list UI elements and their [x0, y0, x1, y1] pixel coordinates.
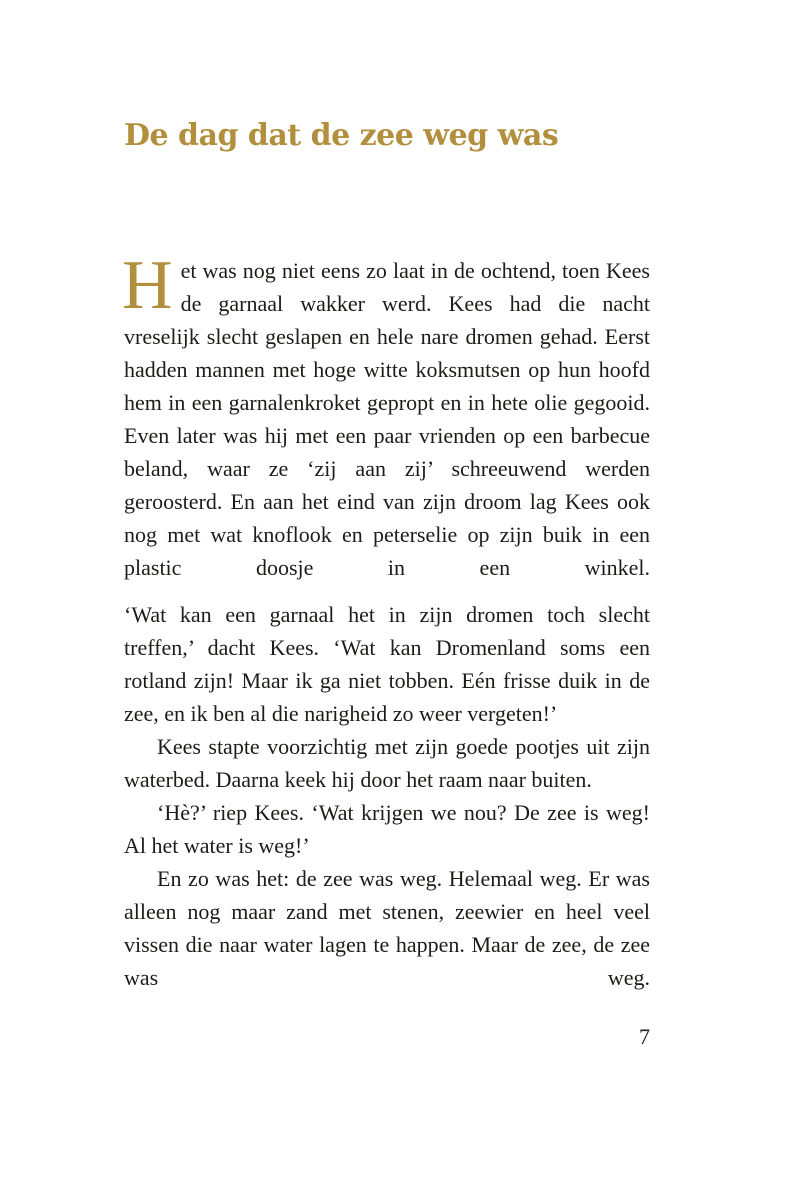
paragraph-dream-thoughts: ‘Wat kan een garnaal het in zijn dromen toch slecht treffen,’ dacht Kees. ‘Wat kan Dromenland soms een rotland zijn! Maar ik ga niet tobben. Eén frisse duik in de zee, en ik ben al die narigheid zo weer vergeten!’	[124, 602, 650, 726]
drop-cap: H	[122, 247, 173, 324]
paragraph-waterbed: Kees stapte voorzichtig met zijn goede pootjes uit zijn waterbed. Daarna keek hij door het raam naar buiten.	[124, 734, 650, 792]
paragraph-opening-text: et was nog niet eens zo laat in de ochtend, toen Kees de garnaal wakker werd. Kees had die nacht vreselijk slecht geslapen en hele nare dromen gehad. Eerst hadden mannen met hoge witte koksmutsen op hun hoofd hem in een garnalenkroket gepropt en in hete olie gegooid. Even later was hij met een paar vrienden op een barbecue beland, waar ze ‘zij aan zij’ schreeuwend werden geroosterd. En aan het eind van zijn droom lag Kees ook nog met wat knoflook en peterselie op zijn buik in een plastic doosje in een winkel.	[124, 258, 650, 580]
paragraph-exclamation: ‘Hè?’ riep Kees. ‘Wat krijgen we nou? De zee is weg! Al het water is weg!’	[124, 800, 650, 858]
paragraph-opening	[122, 247, 650, 584]
chapter-title: De dag dat de zee weg was	[124, 118, 559, 153]
opening-section	[122, 247, 650, 584]
second-section	[124, 598, 650, 994]
page-number: 7	[639, 1024, 650, 1049]
paragraph-sea-gone: En zo was het: de zee was weg. Helemaal weg. Er was alleen nog maar zand met stenen, zeewier en heel veel vissen die naar water lagen te happen. Maar de zee, de zee was weg.	[124, 866, 650, 990]
